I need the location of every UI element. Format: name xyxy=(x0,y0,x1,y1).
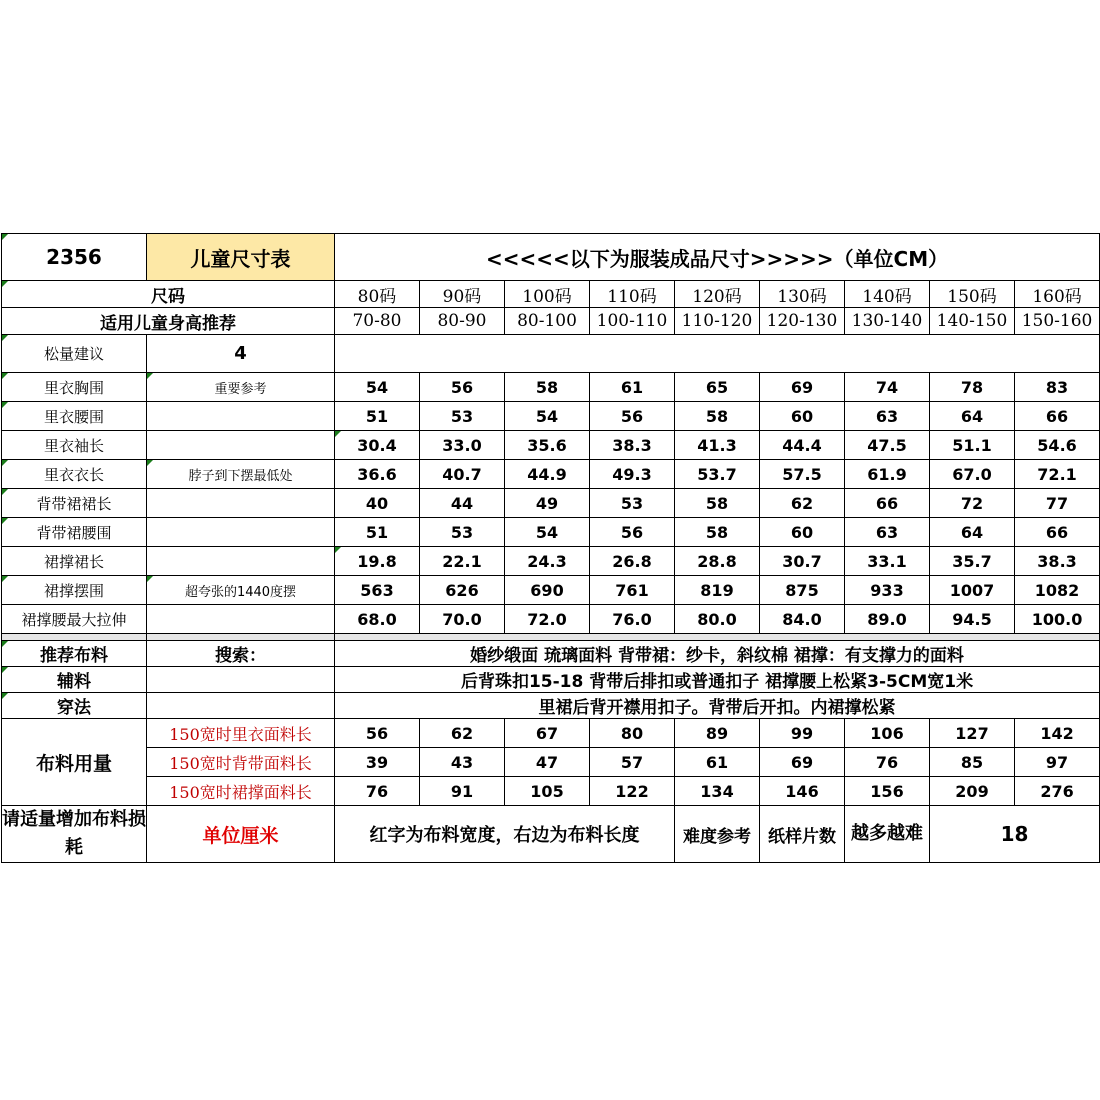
fabric-usage-rows xyxy=(2,719,1100,806)
measure-value[interactable]: 66 xyxy=(1015,518,1100,547)
measure-value[interactable]: 933 xyxy=(845,576,930,605)
measure-value[interactable]: 44.4 xyxy=(760,431,845,460)
usage-value[interactable]: 122 xyxy=(590,777,675,806)
measure-value[interactable]: 35.6 xyxy=(505,431,590,460)
measure-value[interactable]: 64 xyxy=(930,402,1015,431)
usage-value[interactable]: 134 xyxy=(675,777,760,806)
measure-value[interactable]: 33.0 xyxy=(420,431,505,460)
usage-row xyxy=(2,748,1100,777)
size-cell[interactable]: 140码 xyxy=(845,281,930,308)
accessories-empty-cell[interactable] xyxy=(147,667,335,693)
usage-row xyxy=(2,719,1100,748)
measure-value[interactable]: 84.0 xyxy=(760,605,845,634)
measure-value[interactable]: 100.0 xyxy=(1015,605,1100,634)
measure-value[interactable]: 1007 xyxy=(930,576,1015,605)
size-label[interactable]: 尺码 xyxy=(2,281,335,308)
measure-value[interactable]: 53 xyxy=(420,518,505,547)
pattern-pieces-label[interactable]: 纸样片数 xyxy=(760,806,845,863)
measure-value[interactable]: 62 xyxy=(760,489,845,518)
measure-value[interactable]: 690 xyxy=(505,576,590,605)
measure-label[interactable]: 背带裙腰围 xyxy=(2,518,147,547)
measure-value[interactable]: 761 xyxy=(590,576,675,605)
usage-value[interactable]: 39 xyxy=(335,748,420,777)
size-cell[interactable]: 110码 xyxy=(590,281,675,308)
measure-row xyxy=(2,402,1100,431)
usage-value[interactable]: 97 xyxy=(1015,748,1100,777)
measure-note[interactable] xyxy=(147,518,335,547)
measure-value[interactable]: 56 xyxy=(420,373,505,402)
measure-value[interactable]: 24.3 xyxy=(505,547,590,576)
fabric-row xyxy=(2,641,1100,667)
measure-value[interactable]: 63 xyxy=(845,402,930,431)
usage-value[interactable]: 127 xyxy=(930,719,1015,748)
measure-rows xyxy=(2,373,1100,634)
measure-row xyxy=(2,489,1100,518)
measure-value[interactable]: 51 xyxy=(335,402,420,431)
measure-value[interactable]: 36.6 xyxy=(335,460,420,489)
measure-value[interactable]: 65 xyxy=(675,373,760,402)
measure-value[interactable]: 80.0 xyxy=(675,605,760,634)
accessories-label[interactable]: 辅料 xyxy=(2,667,147,693)
measure-value[interactable]: 626 xyxy=(420,576,505,605)
measure-value[interactable]: 22.1 xyxy=(420,547,505,576)
measure-value[interactable]: 54 xyxy=(505,518,590,547)
fabric-loss-note[interactable]: 请适量增加布料损耗 xyxy=(2,806,147,863)
measure-value[interactable]: 19.8 xyxy=(335,547,420,576)
separator-row xyxy=(2,634,1100,641)
usage-value[interactable]: 146 xyxy=(760,777,845,806)
size-row xyxy=(2,281,1100,308)
size-cell[interactable]: 120码 xyxy=(675,281,760,308)
usage-value[interactable]: 76 xyxy=(845,748,930,777)
measure-value[interactable]: 54 xyxy=(505,402,590,431)
fabric-usage-label[interactable]: 布料用量 xyxy=(2,719,147,806)
measure-note[interactable] xyxy=(147,402,335,431)
chart-title[interactable]: 儿童尺寸表 xyxy=(147,234,335,281)
measure-value[interactable]: 33.1 xyxy=(845,547,930,576)
usage-row xyxy=(2,777,1100,806)
fabric-label[interactable]: 推荐布料 xyxy=(2,641,147,667)
measure-value[interactable]: 53.7 xyxy=(675,460,760,489)
measure-value[interactable]: 76.0 xyxy=(590,605,675,634)
height-cell[interactable]: 120-130 xyxy=(760,308,845,335)
usage-value[interactable]: 67 xyxy=(505,719,590,748)
ease-label[interactable]: 松量建议 xyxy=(2,335,147,373)
accessories-row xyxy=(2,667,1100,693)
fabric-search[interactable]: 搜索： xyxy=(147,641,335,667)
measure-row xyxy=(2,460,1100,489)
measure-value[interactable]: 61.9 xyxy=(845,460,930,489)
measure-note[interactable] xyxy=(147,489,335,518)
measure-value[interactable]: 74 xyxy=(845,373,930,402)
height-cell[interactable]: 140-150 xyxy=(930,308,1015,335)
fabric-text[interactable]: 婚纱缎面 琉璃面料 背带裙：纱卡，斜纹棉 裙撑：有支撑力的面料 xyxy=(335,641,1100,667)
measure-value[interactable]: 53 xyxy=(590,489,675,518)
usage-value[interactable]: 276 xyxy=(1015,777,1100,806)
measure-value[interactable]: 58 xyxy=(675,518,760,547)
measure-label[interactable]: 里衣袖长 xyxy=(2,431,147,460)
measure-label[interactable]: 里衣腰围 xyxy=(2,402,147,431)
measure-value[interactable]: 56 xyxy=(590,518,675,547)
measure-value[interactable]: 54.6 xyxy=(1015,431,1100,460)
measure-value[interactable]: 68.0 xyxy=(335,605,420,634)
size-cell[interactable]: 90码 xyxy=(420,281,505,308)
usage-value[interactable]: 43 xyxy=(420,748,505,777)
measure-row xyxy=(2,373,1100,402)
measure-value[interactable]: 78 xyxy=(930,373,1015,402)
measure-value[interactable]: 49.3 xyxy=(590,460,675,489)
height-cell[interactable]: 70-80 xyxy=(335,308,420,335)
measure-row xyxy=(2,547,1100,576)
red-text-explanation[interactable]: 红字为布料宽度，右边为布料长度 xyxy=(335,806,675,863)
measure-value[interactable]: 57.5 xyxy=(760,460,845,489)
size-cell[interactable]: 160码 xyxy=(1015,281,1100,308)
size-cell[interactable]: 80码 xyxy=(335,281,420,308)
measure-label[interactable]: 背带裙裙长 xyxy=(2,489,147,518)
measure-value[interactable]: 58 xyxy=(675,402,760,431)
usage-value[interactable]: 62 xyxy=(420,719,505,748)
measure-value[interactable]: 26.8 xyxy=(590,547,675,576)
measure-value[interactable]: 89.0 xyxy=(845,605,930,634)
usage-width-label[interactable]: 150宽时里衣面料长 xyxy=(147,719,335,748)
ease-empty-cell[interactable] xyxy=(335,335,1100,373)
measure-value[interactable]: 41.3 xyxy=(675,431,760,460)
measure-value[interactable]: 54 xyxy=(335,373,420,402)
measure-label[interactable]: 里衣衣长 xyxy=(2,460,147,489)
usage-width-label[interactable]: 150宽时裙撑面料长 xyxy=(147,777,335,806)
height-cell[interactable]: 130-140 xyxy=(845,308,930,335)
measure-value[interactable]: 875 xyxy=(760,576,845,605)
measure-value[interactable]: 47.5 xyxy=(845,431,930,460)
measure-value[interactable]: 30.7 xyxy=(760,547,845,576)
measure-value[interactable]: 51 xyxy=(335,518,420,547)
measure-value[interactable]: 66 xyxy=(845,489,930,518)
height-cell[interactable]: 150-160 xyxy=(1015,308,1100,335)
measure-label[interactable]: 里衣胸围 xyxy=(2,373,147,402)
height-cell[interactable]: 110-120 xyxy=(675,308,760,335)
measure-value[interactable]: 819 xyxy=(675,576,760,605)
measure-value[interactable]: 30.4 xyxy=(335,431,420,460)
measure-value[interactable]: 60 xyxy=(760,402,845,431)
measure-value[interactable]: 38.3 xyxy=(1015,547,1100,576)
wearing-row xyxy=(2,693,1100,719)
measure-value[interactable]: 69 xyxy=(760,373,845,402)
measure-row xyxy=(2,605,1100,634)
height-row xyxy=(2,308,1100,335)
finished-size-note[interactable]: <<<<<以下为服装成品尺寸>>>>>（单位CM） xyxy=(335,234,1100,281)
usage-value[interactable]: 80 xyxy=(590,719,675,748)
usage-value[interactable]: 61 xyxy=(675,748,760,777)
measure-value[interactable]: 63 xyxy=(845,518,930,547)
title-row xyxy=(2,234,1100,281)
measure-label[interactable]: 裙撑摆围 xyxy=(2,576,147,605)
usage-value[interactable]: 99 xyxy=(760,719,845,748)
usage-value[interactable]: 209 xyxy=(930,777,1015,806)
measure-row xyxy=(2,518,1100,547)
measure-note[interactable]: 重要参考 xyxy=(147,373,335,402)
measure-value[interactable]: 28.8 xyxy=(675,547,760,576)
height-cell[interactable]: 80-90 xyxy=(420,308,505,335)
measure-note[interactable]: 超夸张的1440度摆 xyxy=(147,576,335,605)
height-cell[interactable]: 80-100 xyxy=(505,308,590,335)
measure-value[interactable]: 94.5 xyxy=(930,605,1015,634)
usage-value[interactable]: 89 xyxy=(675,719,760,748)
height-cell[interactable]: 100-110 xyxy=(590,308,675,335)
ease-value[interactable]: 4 xyxy=(147,335,335,373)
size-cell[interactable]: 130码 xyxy=(760,281,845,308)
measure-value[interactable]: 58 xyxy=(675,489,760,518)
usage-value[interactable]: 69 xyxy=(760,748,845,777)
measure-value[interactable]: 35.7 xyxy=(930,547,1015,576)
usage-value[interactable]: 106 xyxy=(845,719,930,748)
measure-value[interactable]: 72.1 xyxy=(1015,460,1100,489)
measure-value[interactable]: 563 xyxy=(335,576,420,605)
measure-value[interactable]: 70.0 xyxy=(420,605,505,634)
size-cell[interactable]: 150码 xyxy=(930,281,1015,308)
footer-row xyxy=(2,806,1100,863)
usage-value[interactable]: 57 xyxy=(590,748,675,777)
measure-value[interactable]: 51.1 xyxy=(930,431,1015,460)
measure-value[interactable]: 56 xyxy=(590,402,675,431)
unit-note[interactable]: 单位厘米 xyxy=(147,806,335,863)
measure-value[interactable]: 40 xyxy=(335,489,420,518)
measure-value[interactable]: 44 xyxy=(420,489,505,518)
measure-value[interactable]: 83 xyxy=(1015,373,1100,402)
ease-row xyxy=(2,335,1100,373)
usage-value[interactable]: 56 xyxy=(335,719,420,748)
measure-value[interactable]: 72.0 xyxy=(505,605,590,634)
measure-note[interactable] xyxy=(147,431,335,460)
wearing-label[interactable]: 穿法 xyxy=(2,693,147,719)
measure-note[interactable] xyxy=(147,547,335,576)
measure-row xyxy=(2,431,1100,460)
measure-value[interactable]: 38.3 xyxy=(590,431,675,460)
measure-value[interactable]: 66 xyxy=(1015,402,1100,431)
pattern-pieces-count[interactable]: 18 xyxy=(930,806,1100,863)
usage-value[interactable]: 105 xyxy=(505,777,590,806)
measure-value[interactable]: 61 xyxy=(590,373,675,402)
difficulty-label[interactable]: 难度参考 xyxy=(675,806,760,863)
size-cell[interactable]: 100码 xyxy=(505,281,590,308)
usage-value[interactable]: 91 xyxy=(420,777,505,806)
measure-value[interactable]: 53 xyxy=(420,402,505,431)
measure-value[interactable]: 64 xyxy=(930,518,1015,547)
accessories-text[interactable]: 后背珠扣15-18 背带后排扣或普通扣子 裙撑腰上松紧3-5CM宽1米 xyxy=(335,667,1100,693)
measure-value[interactable]: 58 xyxy=(505,373,590,402)
measure-label[interactable]: 裙撑腰最大拉伸 xyxy=(2,605,147,634)
measure-value[interactable]: 49 xyxy=(505,489,590,518)
measure-value[interactable]: 77 xyxy=(1015,489,1100,518)
measure-value[interactable]: 1082 xyxy=(1015,576,1100,605)
usage-value[interactable]: 76 xyxy=(335,777,420,806)
style-code[interactable]: 2356 xyxy=(2,234,147,281)
measure-value[interactable]: 67.0 xyxy=(930,460,1015,489)
usage-width-label[interactable]: 150宽时背带面料长 xyxy=(147,748,335,777)
wearing-text[interactable]: 里裙后背开襟用扣子。背带后开扣。内裙撑松紧 xyxy=(335,693,1100,719)
wearing-empty-cell[interactable] xyxy=(147,693,335,719)
usage-value[interactable]: 47 xyxy=(505,748,590,777)
size-chart-table xyxy=(1,233,1100,863)
usage-value[interactable]: 85 xyxy=(930,748,1015,777)
measure-row xyxy=(2,576,1100,605)
measure-value[interactable]: 60 xyxy=(760,518,845,547)
height-label[interactable]: 适用儿童身高推荐 xyxy=(2,308,335,335)
measure-value[interactable]: 40.7 xyxy=(420,460,505,489)
measure-label[interactable]: 裙撑裙长 xyxy=(2,547,147,576)
usage-value[interactable]: 156 xyxy=(845,777,930,806)
measure-note[interactable] xyxy=(147,605,335,634)
measure-value[interactable]: 44.9 xyxy=(505,460,590,489)
measure-note[interactable]: 脖子到下摆最低处 xyxy=(147,460,335,489)
more-harder-note[interactable]: 越多越难 xyxy=(845,806,930,863)
usage-value[interactable]: 142 xyxy=(1015,719,1100,748)
measure-value[interactable]: 72 xyxy=(930,489,1015,518)
